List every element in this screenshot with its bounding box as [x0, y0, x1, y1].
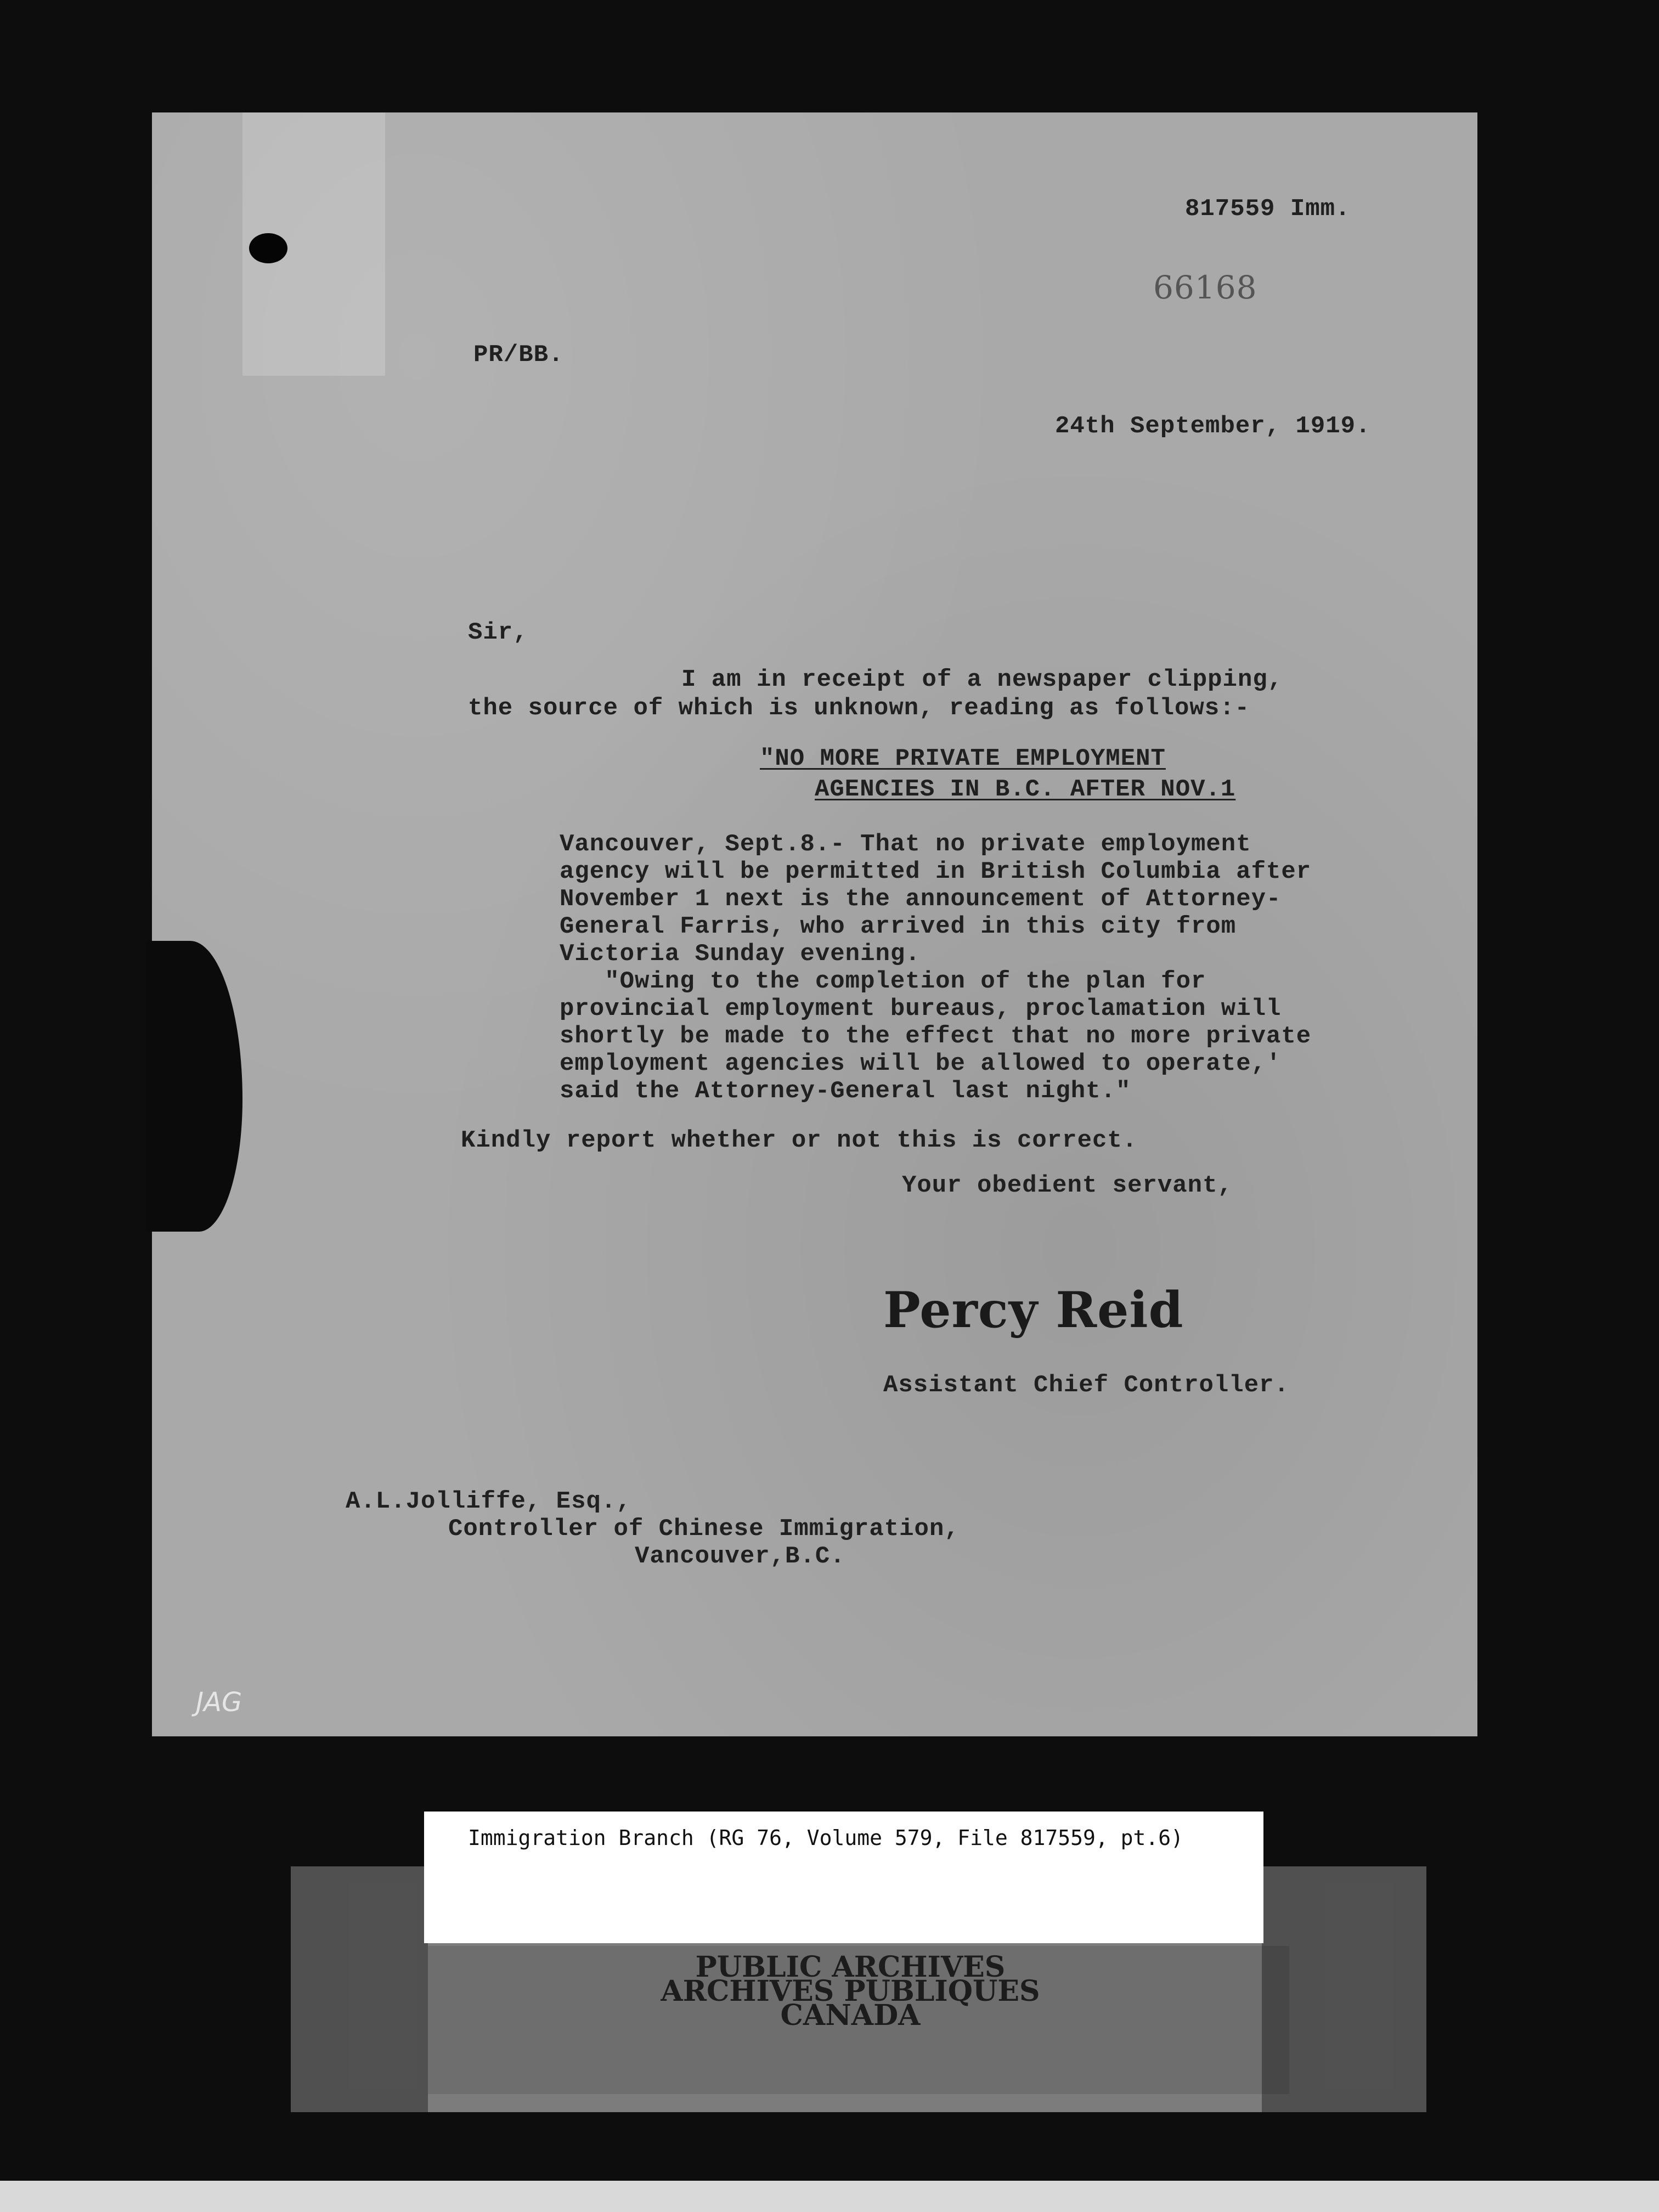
film-bottom-edge	[0, 2181, 1659, 2212]
quote-line: Vancouver, Sept.8.- That no private employment	[560, 831, 1251, 858]
archive-stamp-line-3: CANADA	[780, 1999, 921, 2032]
quote-line: "Owing to the completion of the plan for	[560, 968, 1206, 995]
archive-stamp-line-2: ARCHIVES PUBLIQUES	[661, 1974, 1040, 2008]
tape-shadow	[1262, 1866, 1426, 2112]
punch-hole	[249, 233, 287, 263]
reference-initials: PR/BB.	[473, 341, 564, 369]
quote-line: said the Attorney-General last night."	[560, 1077, 1131, 1105]
quote-line: agency will be permitted in British Columbia after	[560, 858, 1312, 885]
corner-initials: JAG	[196, 1687, 242, 1718]
archive-reference-text: Immigration Branch (RG 76, Volume 579, File 817559, pt.6)	[468, 1826, 1184, 1850]
tape-shadow	[291, 1866, 428, 2112]
archive-stamp	[603, 1950, 1097, 2032]
quote-line: shortly be made to the effect that no more private	[560, 1023, 1312, 1050]
addressee-name: A.L.Jolliffe, Esq.,	[346, 1488, 631, 1515]
quote-line: November 1 next is the announcement of Attorney-	[560, 885, 1282, 913]
stamp-number: 66168	[1153, 269, 1257, 306]
headline-line-1: "NO MORE PRIVATE EMPLOYMENT	[760, 745, 1166, 772]
file-reference: 817559 Imm.	[1185, 195, 1351, 223]
letter-date: 24th September, 1919.	[1055, 413, 1371, 440]
quote-line: employment agencies will be allowed to operate,'	[560, 1050, 1282, 1077]
quote-line: Victoria Sunday evening.	[560, 940, 921, 968]
closing-line: Your obedient servant,	[902, 1172, 1233, 1199]
addressee-city: Vancouver,B.C.	[635, 1543, 845, 1570]
letter-page	[152, 112, 1477, 1736]
salutation: Sir,	[468, 619, 528, 646]
request-line: Kindly report whether or not this is correct.	[461, 1127, 1138, 1154]
signature: Percy Reid	[883, 1281, 1184, 1339]
archive-reference-label	[424, 1812, 1263, 1943]
addressee-title: Controller of Chinese Immigration,	[448, 1515, 960, 1543]
torn-edge	[146, 941, 242, 1232]
intro-line-2: the source of which is unknown, reading as follows:-	[468, 695, 1250, 722]
archive-stamp-line-1: PUBLIC ARCHIVES	[695, 1950, 1006, 1984]
quote-line: provincial employment bureaus, proclamation will	[560, 995, 1282, 1023]
signer-title: Assistant Chief Controller.	[883, 1372, 1289, 1399]
quote-line: General Farris, who arrived in this city from	[560, 913, 1237, 940]
intro-line-1: I am in receipt of a newspaper clipping,	[681, 666, 1283, 693]
headline-line-2: AGENCIES IN B.C. AFTER NOV.1	[815, 776, 1236, 803]
